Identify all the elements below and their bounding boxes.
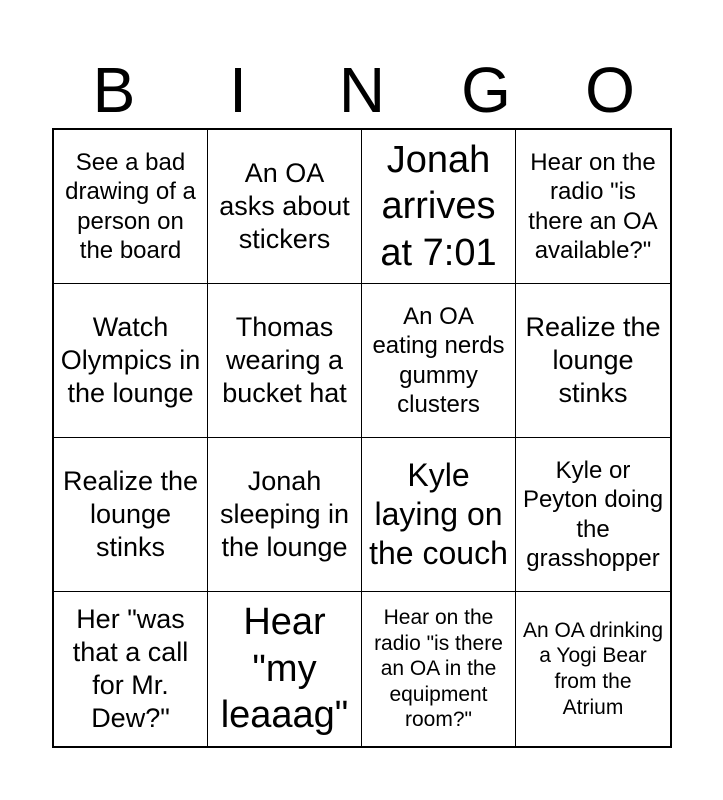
bingo-cell[interactable] xyxy=(54,438,208,592)
bingo-cell-text: Hear on the radio "is there an OA in the equipment room?" xyxy=(374,605,503,732)
bingo-cell-text: An OA asks about stickers xyxy=(219,158,350,254)
bingo-cell-text: Jonah arrives at 7:01 xyxy=(380,138,497,274)
bingo-cell-text: An OA drinking a Yogi Bear from the Atrium xyxy=(522,618,664,719)
bingo-cell-text: Hear on the radio "is there an OA available?" xyxy=(528,148,658,264)
bingo-cell[interactable] xyxy=(362,130,516,284)
bingo-cell[interactable] xyxy=(362,592,516,746)
bingo-cell[interactable] xyxy=(54,284,208,438)
bingo-cell[interactable] xyxy=(516,592,670,746)
bingo-cell-text: Thomas wearing a bucket hat xyxy=(222,312,347,408)
bingo-cell[interactable] xyxy=(208,438,362,592)
bingo-cell-text: Her "was that a call for Mr. Dew?" xyxy=(72,604,189,733)
bingo-cell[interactable] xyxy=(516,130,670,284)
bingo-cell-text: Realize the lounge stinks xyxy=(62,466,199,562)
bingo-cell[interactable] xyxy=(516,438,670,592)
bingo-cell[interactable] xyxy=(208,284,362,438)
bingo-cell-text: Kyle laying on the couch xyxy=(369,456,508,572)
header-letter-b: B xyxy=(92,54,136,126)
bingo-cell[interactable] xyxy=(362,438,516,592)
bingo-cell-text: See a bad drawing of a person on the board xyxy=(65,148,196,264)
bingo-header xyxy=(52,52,672,128)
bingo-grid xyxy=(52,128,672,748)
header-letter-g: G xyxy=(461,54,511,126)
bingo-cell-text: Hear "my leaaag" xyxy=(220,601,349,737)
bingo-cell[interactable] xyxy=(54,130,208,284)
bingo-cell[interactable] xyxy=(208,592,362,746)
bingo-cell[interactable] xyxy=(54,592,208,746)
header-letter-n: N xyxy=(338,54,386,126)
bingo-cell-text: Realize the lounge stinks xyxy=(525,312,661,408)
bingo-cell-text: Jonah sleeping in the lounge xyxy=(219,466,350,562)
bingo-cell[interactable] xyxy=(208,130,362,284)
bingo-cell-text: Kyle or Peyton doing the grasshopper xyxy=(522,456,664,572)
bingo-cell-text: An OA eating nerds gummy clusters xyxy=(372,302,505,418)
bingo-cell[interactable] xyxy=(362,284,516,438)
header-letter-o: O xyxy=(585,54,635,126)
header-letter-i: I xyxy=(229,54,247,126)
bingo-cell[interactable] xyxy=(516,284,670,438)
bingo-cell-text: Watch Olympics in the lounge xyxy=(60,312,201,408)
